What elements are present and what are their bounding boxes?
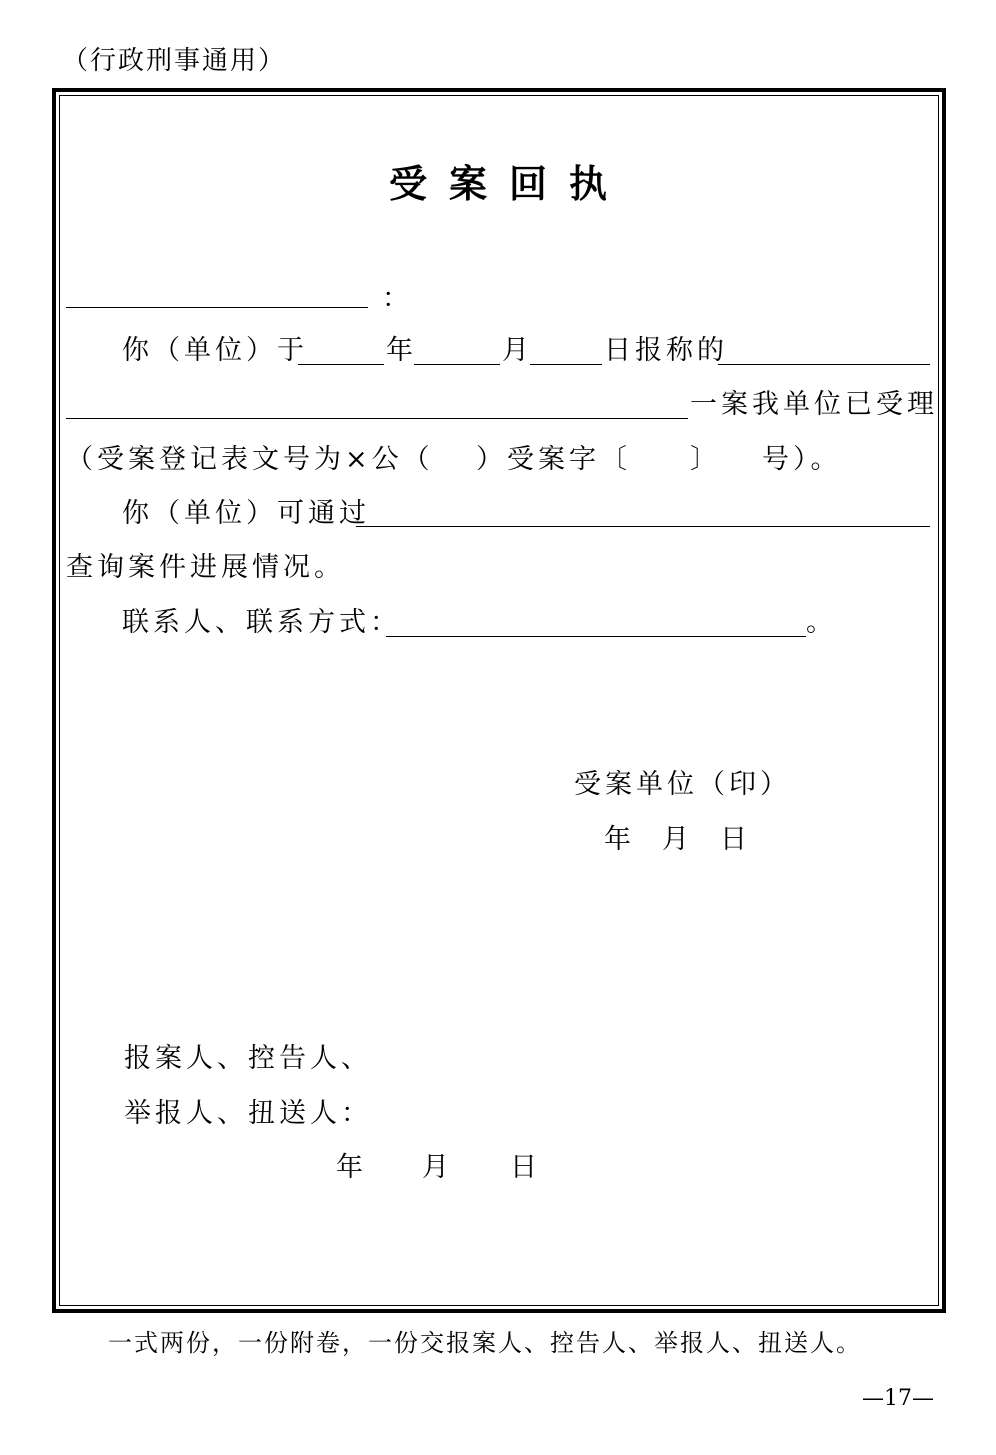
you-unit-on-text: 你（单位）于 (122, 335, 308, 366)
contact-period: 。 (806, 607, 837, 638)
addressee-blank[interactable] (66, 307, 368, 308)
report-month-label: 月 (502, 335, 533, 366)
report-day-blank[interactable] (530, 364, 602, 365)
contact-blank[interactable] (386, 636, 806, 637)
unit-date-month: 月 (662, 824, 693, 855)
reporter-date-month: 月 (422, 1152, 453, 1183)
addressee-colon: ： (382, 283, 413, 314)
close-bracket-text: 〕 (690, 444, 721, 475)
case-description-blank-2[interactable] (66, 418, 688, 419)
case-description-blank-1[interactable] (718, 364, 930, 365)
reporter-label-line1: 报案人、控告人、 (124, 1043, 372, 1074)
you-unit-via-text: 你（单位）可通过 (122, 498, 370, 529)
query-channel-blank[interactable] (356, 526, 930, 527)
page-number: —17— (862, 1386, 934, 1411)
reporter-date-year: 年 (336, 1152, 367, 1183)
number-suffix-text: 号）。 (762, 444, 842, 475)
form-title: 受案回执 (388, 161, 629, 206)
unit-date-year: 年 (604, 824, 635, 855)
day-reported-text: 日报称的 (604, 335, 728, 366)
reporter-date-day: 日 (510, 1152, 541, 1183)
contact-label: 联系人、联系方式： (122, 607, 401, 638)
registration-prefix-text: （受案登记表文号为×公（ (66, 444, 434, 475)
report-year-label: 年 (386, 335, 417, 366)
form-category-label: （行政刑事通用） (62, 46, 287, 76)
accept-char-text: ）受案字〔 (476, 444, 631, 475)
query-progress-text: 查询案件进展情况。 (66, 552, 345, 583)
accepting-unit-seal-label: 受案单位（印） (574, 769, 791, 800)
footer-note: 一式两份，一份附卷，一份交报案人、控告人、举报人、扭送人。 (108, 1329, 862, 1357)
case-accepted-text: 一案我单位已受理 (690, 389, 938, 420)
report-year-blank[interactable] (298, 364, 384, 365)
reporter-label-line2: 举报人、扭送人： (124, 1098, 372, 1129)
report-month-blank[interactable] (414, 364, 500, 365)
unit-date-day: 日 (720, 824, 751, 855)
